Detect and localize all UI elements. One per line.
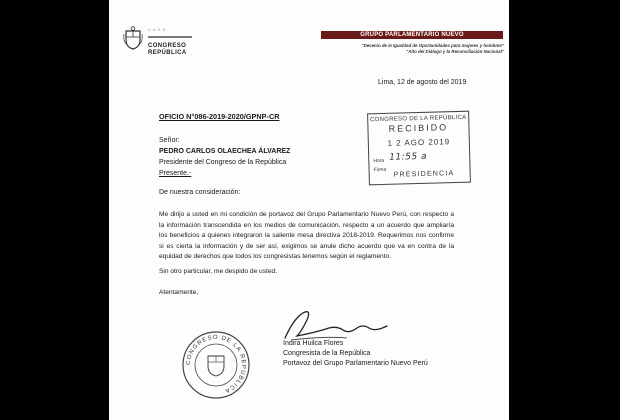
congress-seal [181, 330, 251, 400]
stamp-firma-label: Firma [373, 166, 387, 174]
stamp-bottom: PRESIDENCIA [393, 170, 455, 179]
stamp-date: 1 2 AGO 2019 [387, 137, 451, 148]
addressee-title: Presidente del Congreso de la República [159, 159, 287, 166]
letter-date: Lima, 12 de agosto del 2019 [378, 79, 467, 86]
addressee-name: PEDRO CARLOS OLAECHEA ÁLVAREZ [159, 148, 291, 155]
logo-line-1: CONGRESO [148, 43, 187, 49]
coat-of-arms-icon [123, 26, 143, 50]
decade-motto-line-1: "Decenio de la Igualdad de Oportunidades para mujeres y hombres" [361, 43, 504, 48]
sign-off: Atentamente, [159, 289, 199, 296]
letterbox-right [509, 0, 620, 420]
handwritten-signature [277, 306, 397, 342]
group-banner: GRUPO PARLAMENTARIO NUEVO [321, 31, 503, 39]
greeting: De nuestra consideración: [159, 189, 241, 196]
logo-line-2: REPÚBLICA [148, 50, 187, 56]
signer-position: Portavoz del Grupo Parlamentario Nuevo Perú [283, 360, 428, 367]
presente: Presente.- [159, 170, 192, 177]
decade-motto [289, 43, 504, 54]
oficio-number: OFICIO N°086-2019-2020/GPNP-CR [159, 112, 280, 121]
stamp-received: RECIBIDO [388, 122, 449, 134]
salutation: Señor: [159, 137, 180, 144]
decade-motto-line-2: "Año del Diálogo y la Reconciliación Nacional" [406, 48, 504, 54]
signer-name: Indira Huilca Flores [283, 340, 344, 347]
letter-body: Me dirijo a usted en mi condición de portavoz del Grupo Parlamentario Nuevo Perú, con respecto a la información transcendida en los medios de comunicación, respecto a un acuerdo que ampliaría los beneficios a quienes integraron la saliente mesa directiva 2018-2019. Requerimos nos confirme si es cierta la información y de ser así, exigimos se anule dicho acuerdo que va en contra de la equidad de derechos que todos los congresistas tenemos según el reglamento. [159, 211, 454, 260]
seal-text: CONGRESO DE LA REPÚBLICA [185, 334, 247, 394]
document-page [109, 0, 509, 420]
stamp-hora-label: Hora [373, 157, 385, 165]
signer-role: Congresista de la República [283, 350, 371, 357]
received-stamp [367, 111, 471, 186]
addressee-block [159, 146, 290, 179]
letterbox-left [0, 0, 109, 420]
signer-block [283, 339, 428, 369]
logo-small-text: C.A.S.S. [148, 28, 168, 32]
stamp-hora-value: 11:55 a [389, 151, 428, 163]
logo-rule [148, 36, 192, 38]
closing-line: Sin otro particular, me despido de usted. [159, 268, 278, 275]
congress-logo [148, 27, 200, 57]
stamp-title: CONGRESO DE LA REPÚBLICA [369, 114, 467, 124]
